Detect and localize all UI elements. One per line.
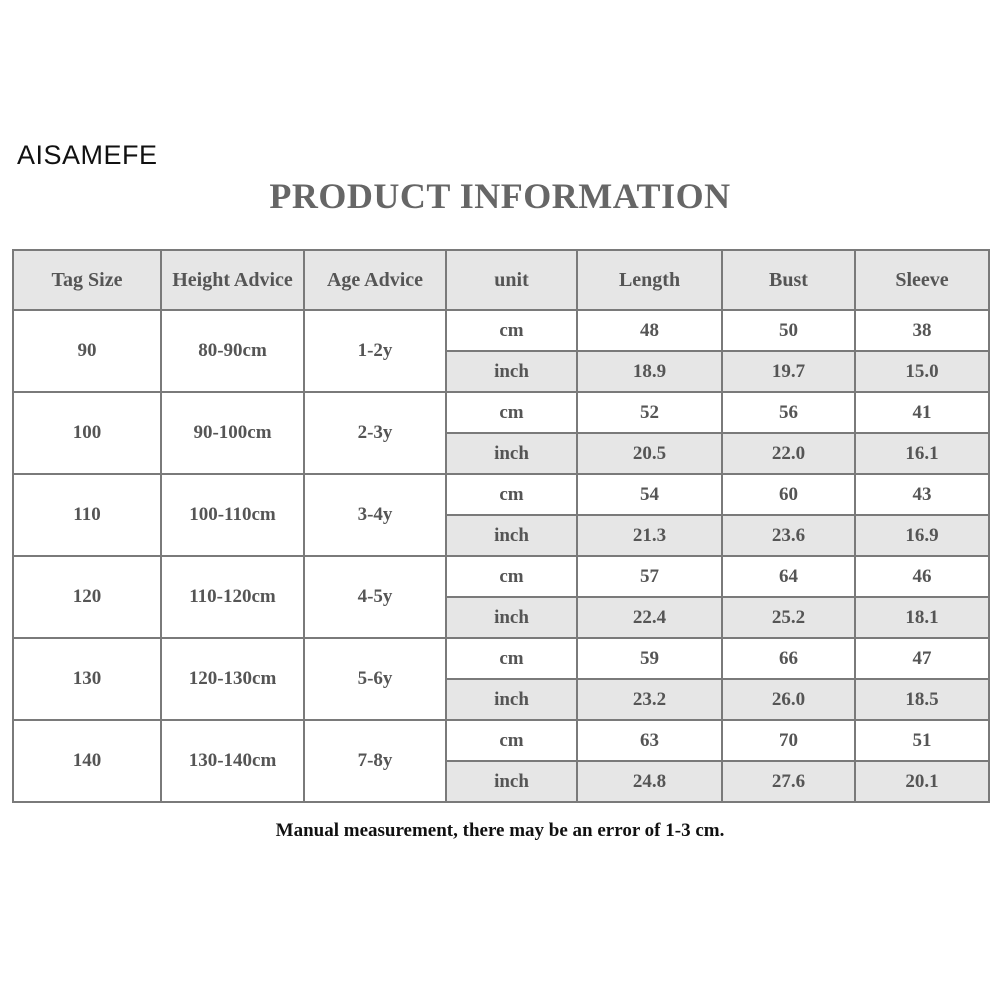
cell-unit: cm: [446, 556, 577, 597]
cell-sleeve: 18.1: [855, 597, 989, 638]
cell-sleeve: 41: [855, 392, 989, 433]
cell-bust: 60: [722, 474, 855, 515]
header-sleeve: Sleeve: [855, 250, 989, 310]
cell-age-advice: 2-3y: [304, 392, 446, 474]
cell-bust: 19.7: [722, 351, 855, 392]
cell-unit: cm: [446, 474, 577, 515]
cell-sleeve: 47: [855, 638, 989, 679]
header-height-advice: Height Advice: [161, 250, 304, 310]
table-row: [13, 474, 989, 515]
header-age-advice: Age Advice: [304, 250, 446, 310]
cell-bust: 23.6: [722, 515, 855, 556]
header-bust: Bust: [722, 250, 855, 310]
cell-unit: inch: [446, 761, 577, 802]
header-length: Length: [577, 250, 722, 310]
cell-tag-size: 130: [13, 638, 161, 720]
cell-tag-size: 110: [13, 474, 161, 556]
cell-bust: 70: [722, 720, 855, 761]
cell-length: 20.5: [577, 433, 722, 474]
cell-bust: 25.2: [722, 597, 855, 638]
table-row: [13, 638, 989, 679]
cell-sleeve: 16.1: [855, 433, 989, 474]
cell-unit: cm: [446, 720, 577, 761]
cell-bust: 66: [722, 638, 855, 679]
cell-height-advice: 130-140cm: [161, 720, 304, 802]
cell-length: 24.8: [577, 761, 722, 802]
cell-sleeve: 51: [855, 720, 989, 761]
cell-length: 23.2: [577, 679, 722, 720]
cell-tag-size: 100: [13, 392, 161, 474]
cell-sleeve: 43: [855, 474, 989, 515]
cell-bust: 22.0: [722, 433, 855, 474]
header-tag-size: Tag Size: [13, 250, 161, 310]
cell-unit: cm: [446, 310, 577, 351]
cell-length: 21.3: [577, 515, 722, 556]
cell-unit: inch: [446, 351, 577, 392]
cell-length: 59: [577, 638, 722, 679]
cell-age-advice: 1-2y: [304, 310, 446, 392]
cell-bust: 56: [722, 392, 855, 433]
cell-unit: inch: [446, 515, 577, 556]
cell-height-advice: 110-120cm: [161, 556, 304, 638]
table-header-row: [13, 250, 989, 310]
cell-height-advice: 90-100cm: [161, 392, 304, 474]
cell-sleeve: 38: [855, 310, 989, 351]
cell-unit: inch: [446, 597, 577, 638]
cell-length: 57: [577, 556, 722, 597]
cell-length: 18.9: [577, 351, 722, 392]
cell-length: 54: [577, 474, 722, 515]
cell-unit: cm: [446, 392, 577, 433]
cell-height-advice: 80-90cm: [161, 310, 304, 392]
cell-tag-size: 120: [13, 556, 161, 638]
cell-sleeve: 15.0: [855, 351, 989, 392]
table-row: [13, 556, 989, 597]
cell-sleeve: 46: [855, 556, 989, 597]
cell-length: 48: [577, 310, 722, 351]
cell-sleeve: 18.5: [855, 679, 989, 720]
size-table: [12, 249, 990, 803]
header-unit: unit: [446, 250, 577, 310]
cell-length: 22.4: [577, 597, 722, 638]
cell-height-advice: 120-130cm: [161, 638, 304, 720]
cell-bust: 27.6: [722, 761, 855, 802]
table-row: [13, 392, 989, 433]
table-row: [13, 720, 989, 761]
cell-sleeve: 16.9: [855, 515, 989, 556]
brand-name: AISAMEFE: [17, 140, 158, 170]
cell-unit: cm: [446, 638, 577, 679]
cell-age-advice: 4-5y: [304, 556, 446, 638]
cell-bust: 50: [722, 310, 855, 351]
cell-sleeve: 20.1: [855, 761, 989, 802]
cell-bust: 64: [722, 556, 855, 597]
cell-tag-size: 90: [13, 310, 161, 392]
cell-unit: inch: [446, 679, 577, 720]
cell-unit: inch: [446, 433, 577, 474]
cell-tag-size: 140: [13, 720, 161, 802]
cell-length: 63: [577, 720, 722, 761]
table-row: [13, 310, 989, 351]
cell-age-advice: 7-8y: [304, 720, 446, 802]
cell-bust: 26.0: [722, 679, 855, 720]
cell-length: 52: [577, 392, 722, 433]
table-body: [13, 310, 989, 802]
measurement-note: Manual measurement, there may be an error of 1-3 cm.: [275, 820, 725, 841]
cell-age-advice: 5-6y: [304, 638, 446, 720]
cell-height-advice: 100-110cm: [161, 474, 304, 556]
cell-age-advice: 3-4y: [304, 474, 446, 556]
page-title: PRODUCT INFORMATION: [269, 176, 731, 216]
